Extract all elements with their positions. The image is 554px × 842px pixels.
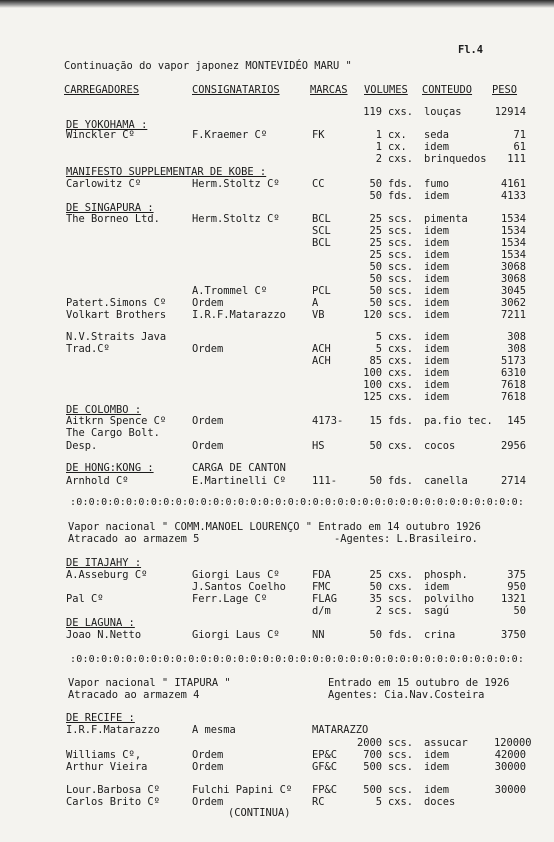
cell-unit: fds. xyxy=(388,415,414,427)
cell-peso: 30000 xyxy=(494,761,526,773)
cell-item: idem xyxy=(424,190,450,202)
cell-vol: 25 xyxy=(369,237,382,249)
cell-peso: 42000 xyxy=(494,749,526,761)
cell-unit: scs. xyxy=(388,285,414,297)
vessel-2-agents: -Agentes: L.Brasileiro. xyxy=(334,533,478,545)
cell-mark: FLAG xyxy=(312,593,338,605)
cell-vol: 5 xyxy=(375,343,382,355)
cell-item: idem xyxy=(424,355,450,367)
cell-vol: 50 xyxy=(369,273,382,285)
section-heading: DE COLOMBO : xyxy=(66,404,142,416)
cell-unit: cx. xyxy=(388,129,407,141)
cell-vol: 2 xyxy=(375,605,382,617)
cell-vol: 50 xyxy=(369,190,382,202)
cell-peso: 12914 xyxy=(494,106,526,118)
cell-item: cocos xyxy=(424,440,456,452)
cell-vol: 700 xyxy=(363,749,382,761)
cell-peso: 7618 xyxy=(500,391,526,403)
cell-consignee: I.R.F.Matarazzo xyxy=(192,309,286,321)
cell-consignee: Ordem xyxy=(192,761,224,773)
cell-vol: 5 xyxy=(375,331,382,343)
vessel-2-line: Vapor nacional " COMM.MANOEL LOURENÇO " Entrado em 14 outubro 1926 xyxy=(68,521,481,533)
separator-line: :0:0:0:0:0:0:0:0:0:0:0:0:0:0:0:0:0:0:0:0:0:0:0:0:0:0:0:0:0:0:0:0:0:0:0:0: xyxy=(70,497,525,508)
cell-mark: BCL xyxy=(312,237,331,249)
cell-unit: cxs. xyxy=(388,440,414,452)
cell-mark: ACH xyxy=(312,343,331,355)
cell-unit: cxs. xyxy=(388,367,414,379)
cell-vol: 2000 xyxy=(356,737,382,749)
cell-consignee: Herm.Stoltz Cº xyxy=(192,178,280,190)
cell-unit: scs. xyxy=(388,237,414,249)
cell-consignee: J.Santos Coelho xyxy=(192,581,286,593)
section-heading: DE ITAJAHY : xyxy=(66,557,142,569)
cell-unit: cxs. xyxy=(388,379,414,391)
cell-unit: cxs. xyxy=(388,796,414,808)
cell-vol: 50 xyxy=(369,285,382,297)
cell-unit: fds. xyxy=(388,190,414,202)
cell-vol: 125 xyxy=(363,391,382,403)
cell-shipper: Trad.Cº xyxy=(66,343,110,355)
cell-peso: 2956 xyxy=(500,440,526,452)
cell-item: idem xyxy=(424,379,450,391)
cell-item: idem xyxy=(424,297,450,309)
cell-unit: fds. xyxy=(388,629,414,641)
cell-shipper: Volkart Brothers xyxy=(66,309,167,321)
cell-item: idem xyxy=(424,285,450,297)
cell-peso: 375 xyxy=(507,569,526,581)
cell-peso: 950 xyxy=(507,581,526,593)
cell-item: idem xyxy=(424,784,450,796)
cell-peso: 3068 xyxy=(500,261,526,273)
cell-unit: cxs. xyxy=(388,581,414,593)
cell-unit: cxs. xyxy=(388,343,414,355)
cell-vol: 50 xyxy=(369,297,382,309)
cell-item: idem xyxy=(424,391,450,403)
cell-unit: scs. xyxy=(388,297,414,309)
cell-item: idem xyxy=(424,367,450,379)
cell-unit: cx. xyxy=(388,141,407,153)
cell-item: idem xyxy=(424,749,450,761)
cell-peso: 7211 xyxy=(500,309,526,321)
cell-shipper: Desp. xyxy=(66,440,98,452)
scan-top-edge xyxy=(0,0,554,8)
cell-vol: 1 xyxy=(375,129,382,141)
cell-peso: 4161 xyxy=(500,178,526,190)
cell-item: sagú xyxy=(424,605,450,617)
cell-item: doces xyxy=(424,796,456,808)
cell-item: idem xyxy=(424,141,450,153)
cell-peso: 120000 xyxy=(494,737,532,749)
cell-consignee: Giorgi Laus Cº xyxy=(192,569,280,581)
cell-item: idem xyxy=(424,331,450,343)
cell-mark: HS xyxy=(312,440,325,452)
cell-vol: 50 xyxy=(369,261,382,273)
cell-item: pimenta xyxy=(424,213,468,225)
cell-peso: 1534 xyxy=(500,213,526,225)
cell-mark: 4173- xyxy=(312,415,344,427)
cell-item: seda xyxy=(424,129,450,141)
cell-item: idem xyxy=(424,309,450,321)
cell-vol: 50 xyxy=(369,440,382,452)
vessel-3-berth: Atracado ao armazem 4 xyxy=(68,689,200,701)
cell-peso: 4133 xyxy=(500,190,526,202)
section-heading: DE LAGUNA : xyxy=(66,617,135,629)
vessel-3-line: Vapor nacional " ITAPURA " xyxy=(68,677,231,689)
cell-peso: 1321 xyxy=(500,593,526,605)
cell-mark: FP&C xyxy=(312,784,338,796)
cell-shipper: Winckler Cº xyxy=(66,129,135,141)
vessel-2-berth: Atracado ao armazem 5 xyxy=(68,533,200,545)
cell-item: brinquedos xyxy=(424,153,487,165)
cell-item: idem xyxy=(424,581,450,593)
cell-unit: scs. xyxy=(388,749,414,761)
cell-shipper: I.R.F.Matarazzo xyxy=(66,724,160,736)
cell-mark: MATARAZZO xyxy=(312,724,369,736)
cell-peso: 50 xyxy=(513,605,526,617)
cell-peso: 3750 xyxy=(500,629,526,641)
cell-vol: 25 xyxy=(369,213,382,225)
cell-item: idem xyxy=(424,343,450,355)
cell-unit: scs. xyxy=(388,249,414,261)
cell-mark: d/m xyxy=(312,605,331,617)
header-volumes: VOLUMES xyxy=(364,84,408,96)
cell-unit: scs. xyxy=(388,593,414,605)
cell-item: canella xyxy=(424,475,468,487)
cell-item: fumo xyxy=(424,178,450,190)
cell-consignee: Ordem xyxy=(192,796,224,808)
cell-unit: scs. xyxy=(388,225,414,237)
cell-consignee: F.Kraemer Cº xyxy=(192,129,268,141)
cell-shipper: Patert.Simons Cº xyxy=(66,297,167,309)
cell-item: louças xyxy=(424,106,462,118)
cell-peso: 111 xyxy=(507,153,526,165)
cell-vol: 119 xyxy=(363,106,382,118)
cell-consignee: CARGA DE CANTON xyxy=(192,462,286,474)
cell-consignee: Ordem xyxy=(192,749,224,761)
header-shippers: CARREGADORES xyxy=(64,84,140,96)
cell-peso: 1534 xyxy=(500,249,526,261)
cell-item: idem xyxy=(424,273,450,285)
cell-consignee: Fulchi Papini Cº xyxy=(192,784,293,796)
page-number: Fl.4 xyxy=(458,44,484,56)
cell-vol: 25 xyxy=(369,569,382,581)
cell-consignee: A mesma xyxy=(192,724,236,736)
cell-unit: scs. xyxy=(388,309,414,321)
separator-line: :0:0:0:0:0:0:0:0:0:0:0:0:0:0:0:0:0:0:0:0:0:0:0:0:0:0:0:0:0:0:0:0:0:0:0:0: xyxy=(70,654,525,665)
header-weight: PESO xyxy=(492,84,518,96)
cell-item: idem xyxy=(424,237,450,249)
cell-vol: 1 xyxy=(375,141,382,153)
cell-item: idem xyxy=(424,225,450,237)
cell-mark: SCL xyxy=(312,225,331,237)
header-marks: MARCAS xyxy=(310,84,348,96)
cell-peso: 308 xyxy=(507,343,526,355)
cell-unit: cxs. xyxy=(388,106,414,118)
cell-peso: 3045 xyxy=(500,285,526,297)
cell-consignee: Ferr.Lage Cº xyxy=(192,593,268,605)
cell-vol: 50 xyxy=(369,178,382,190)
vessel-3-agents: Agentes: Cia.Nav.Costeira xyxy=(328,689,485,701)
cell-unit: cxs. xyxy=(388,355,414,367)
cell-peso: 71 xyxy=(513,129,526,141)
section-heading: DE HONG:KONG : xyxy=(66,462,154,474)
cell-unit: cxs. xyxy=(388,569,414,581)
cell-unit: fds. xyxy=(388,475,414,487)
continua-footer: (CONTINUA) xyxy=(228,807,291,819)
cell-vol: 50 xyxy=(369,629,382,641)
cell-shipper: Arnhold Cº xyxy=(66,475,129,487)
cell-peso: 3068 xyxy=(500,273,526,285)
cell-shipper: Carlos Brito Cº xyxy=(66,796,160,808)
cell-vol: 120 xyxy=(363,309,382,321)
cell-item: idem xyxy=(424,761,450,773)
section-heading: DE YOKOHAMA : xyxy=(66,119,148,131)
cell-vol: 5 xyxy=(375,796,382,808)
cell-peso: 1534 xyxy=(500,225,526,237)
cell-shipper: Carlowitz Cº xyxy=(66,178,142,190)
cell-shipper: The Cargo Bolt. xyxy=(66,427,160,439)
cell-shipper: Arthur Vieira xyxy=(66,761,148,773)
cell-vol: 50 xyxy=(369,475,382,487)
cell-shipper: Lour.Barbosa Cº xyxy=(66,784,160,796)
cell-shipper: Pal Cº xyxy=(66,593,104,605)
cell-item: polvilho xyxy=(424,593,475,605)
cell-unit: scs. xyxy=(388,261,414,273)
cell-vol: 35 xyxy=(369,593,382,605)
cell-peso: 7618 xyxy=(500,379,526,391)
cell-mark: NN xyxy=(312,629,325,641)
cell-item: phosph. xyxy=(424,569,468,581)
cell-mark: FMC xyxy=(312,581,331,593)
cell-peso: 1534 xyxy=(500,237,526,249)
cell-mark: A xyxy=(312,297,319,309)
cell-mark: ACH xyxy=(312,355,331,367)
cell-vol: 500 xyxy=(363,761,382,773)
cell-mark: CC xyxy=(312,178,325,190)
cell-vol: 100 xyxy=(363,367,382,379)
cell-unit: cxs. xyxy=(388,391,414,403)
cell-unit: cxs. xyxy=(388,153,414,165)
cell-mark: EP&C xyxy=(312,749,338,761)
cell-mark: VB xyxy=(312,309,325,321)
cell-unit: fds. xyxy=(388,178,414,190)
cell-consignee: Herm.Stoltz Cº xyxy=(192,213,280,225)
cell-item: assucar xyxy=(424,737,468,749)
cell-unit: scs. xyxy=(388,213,414,225)
cell-vol: 85 xyxy=(369,355,382,367)
section-heading: DE SINGAPURA : xyxy=(66,202,154,214)
section-heading: DE RECIFE : xyxy=(66,712,135,724)
header-contents: CONTEUDO xyxy=(422,84,473,96)
cell-peso: 308 xyxy=(507,331,526,343)
cell-shipper: Aitkrn Spence Cº xyxy=(66,415,167,427)
section-heading: MANIFESTO SUPPLEMENTAR DE KOBE : xyxy=(66,166,267,178)
cell-peso: 61 xyxy=(513,141,526,153)
cell-peso: 2714 xyxy=(500,475,526,487)
cell-consignee: E.Martinelli Cº xyxy=(192,475,286,487)
cell-peso: 145 xyxy=(507,415,526,427)
cell-item: idem xyxy=(424,249,450,261)
cell-consignee: Ordem xyxy=(192,297,224,309)
cell-shipper: N.V.Straits Java xyxy=(66,331,167,343)
cell-vol: 25 xyxy=(369,225,382,237)
cell-vol: 50 xyxy=(369,581,382,593)
cell-shipper: The Borneo Ltd. xyxy=(66,213,160,225)
cell-consignee: Ordem xyxy=(192,415,224,427)
cell-item: idem xyxy=(424,261,450,273)
cell-vol: 100 xyxy=(363,379,382,391)
cell-mark: RC xyxy=(312,796,325,808)
header-consignees: CONSIGNATARIOS xyxy=(192,84,280,96)
cell-unit: scs. xyxy=(388,273,414,285)
cell-peso: 5173 xyxy=(500,355,526,367)
cell-shipper: Williams Cº, xyxy=(66,749,142,761)
cell-item: pa.fio tec. xyxy=(424,415,493,427)
cell-shipper: A.Asseburg Cº xyxy=(66,569,148,581)
cell-unit: cxs. xyxy=(388,331,414,343)
continuation-title: Continuação do vapor japonez MONTEVIDÉO MARU " xyxy=(64,60,352,72)
cell-peso: 6310 xyxy=(500,367,526,379)
cell-mark: FDA xyxy=(312,569,331,581)
cell-mark: BCL xyxy=(312,213,331,225)
cell-mark: 111- xyxy=(312,475,338,487)
cell-peso: 30000 xyxy=(494,784,526,796)
cell-vol: 25 xyxy=(369,249,382,261)
cell-vol: 2 xyxy=(375,153,382,165)
cell-mark: FK xyxy=(312,129,325,141)
cell-unit: scs. xyxy=(388,737,414,749)
cell-consignee: A.Trommel Cº xyxy=(192,285,268,297)
cell-peso: 3062 xyxy=(500,297,526,309)
cell-shipper: Joao N.Netto xyxy=(66,629,142,641)
cell-consignee: Ordem xyxy=(192,343,224,355)
cell-item: crina xyxy=(424,629,456,641)
cell-consignee: Giorgi Laus Cº xyxy=(192,629,280,641)
cell-unit: scs. xyxy=(388,784,414,796)
vessel-3-entered: Entrado em 15 outubro de 1926 xyxy=(328,677,510,689)
cell-mark: PCL xyxy=(312,285,331,297)
cell-unit: scs. xyxy=(388,605,414,617)
cell-mark: GF&C xyxy=(312,761,338,773)
cell-vol: 500 xyxy=(363,784,382,796)
cell-vol: 15 xyxy=(369,415,382,427)
cell-unit: scs. xyxy=(388,761,414,773)
cell-consignee: Ordem xyxy=(192,440,224,452)
